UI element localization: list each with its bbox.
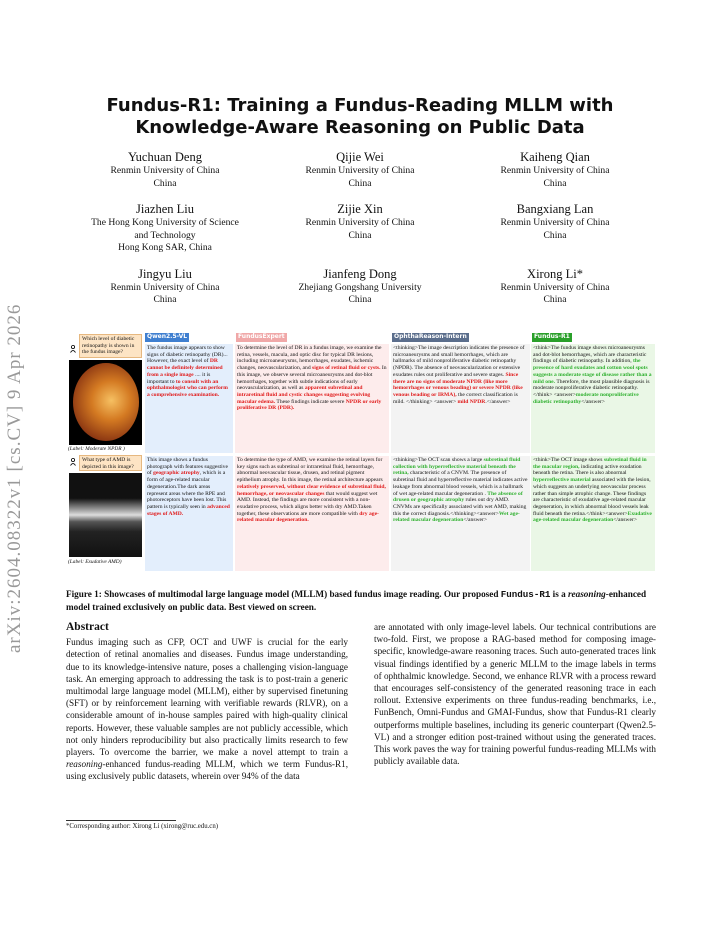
author bbox=[70, 202, 260, 255]
author-name: Bangxiang Lan bbox=[516, 202, 594, 216]
author-name: Qijie Wei bbox=[336, 150, 384, 164]
text: This image shows a fundus photograph with features suggestive of bbox=[147, 457, 228, 477]
text: <think>The fundus image shows microaneurysms and dot-blot hemorrhages, which are characteristic findings of diabetic retinopathy. In addition, bbox=[533, 345, 647, 365]
author-country: China bbox=[348, 294, 372, 305]
author-country: China bbox=[153, 177, 177, 189]
author bbox=[460, 267, 650, 307]
text: </answer> bbox=[463, 517, 488, 524]
text: <thinking>The OCT scan shows a large bbox=[393, 457, 484, 463]
label-1: (Label: Moderate NPDR ) bbox=[68, 446, 125, 452]
text-highlight: geographic atrophy bbox=[153, 470, 200, 477]
author bbox=[265, 150, 455, 190]
model-tag-fundus-r1: Fundus-R1 bbox=[534, 333, 570, 340]
author bbox=[70, 267, 260, 307]
text: <thinking>The image description indicates the presence of microaneurysms and small hemorrhages, which are hallmarks of mild nonproliferative diabetic retinopathy (NPDR). The absence of neovascularization or extensive exudates rules out proliferative and severe stages. bbox=[393, 345, 525, 378]
author-affiliation: Renmin University of China bbox=[305, 217, 415, 228]
text: The fundus image appears to show signs of diabetic retinopathy (DR)... However, the exact level of bbox=[147, 345, 228, 365]
author-name: Jiazhen Liu bbox=[136, 202, 194, 216]
author-name: Xirong Li* bbox=[527, 266, 583, 281]
author-country: China bbox=[153, 294, 177, 305]
author-affiliation: Renmin University of China bbox=[110, 165, 220, 176]
text-highlight: NPDR or early proliferative DR (PDR). bbox=[237, 398, 382, 412]
caption-text: Figure 1: Showcases of multimodal large language model (MLLM) based fundus image reading. Our proposed bbox=[66, 589, 501, 599]
author-affiliation: Renmin University of China bbox=[305, 165, 415, 176]
response-qwen-2 bbox=[145, 456, 233, 571]
question-2: What type of AMD is depicted in this image? bbox=[79, 455, 142, 471]
abstract-text: -enhanced fundus-reading MLLM, which we term Fundus-R1, using exclusively public datasets, wherein over 94% of the data bbox=[66, 759, 348, 782]
text-highlight: Since there are no signs of moderate NPDR (like more hemorrhages or venous beading) or severe NPDR (like venous beading or IRMA), bbox=[393, 371, 523, 398]
author-name: Kaiheng Qian bbox=[520, 150, 590, 164]
caption-text: -enhanced model trained exclusively on public data. Best viewed on screen. bbox=[66, 589, 647, 612]
oct-image bbox=[69, 473, 142, 557]
text-highlight: subretinal fluid collection with hyperreflective material beneath the retina, bbox=[393, 457, 521, 477]
paper-title bbox=[90, 95, 630, 139]
author-row bbox=[70, 267, 650, 307]
title-line-1: Fundus-R1: Training a Fundus-Reading MLLM with bbox=[106, 95, 614, 116]
author-affiliation: Zhejiang Gongshang University bbox=[298, 281, 422, 293]
abstract-left-column bbox=[66, 621, 348, 783]
footnote-divider bbox=[66, 820, 176, 821]
text: , which is a form of age-related macular degeneration.The dark areas represent areas where the RPE and photoreceptors have been lost. This pattern is typically seen in bbox=[147, 470, 227, 510]
text: </answer> bbox=[581, 398, 605, 405]
abstract-text: Fundus imaging such as CFP, OCT and UWF is crucial for the early detection of retinal anomalies and diseases. Fundus image understanding, due to its knowledge-intensive nature, poses a challenging vision-language task. An emerging approach to addressing the task is to post-train a generic multimodal large language model (MLLM), either by supervised finetuning (SFT) or by reinforcement learning with verifiable rewards (RLVR), on a considerable amount of in-house samples paired with high-quality clinical reports. However, these valuable samples are not publicly accessible, which not only hinders reproducibility but also practically limits research to few players. To overcome the barrier, we make a novel attempt to train a bbox=[66, 637, 348, 758]
author-name: Zijie Xin bbox=[337, 202, 383, 216]
text-highlight: DR cannot be definitely determined from a single image bbox=[147, 358, 223, 378]
author bbox=[265, 202, 455, 255]
text-highlight: signs of retinal fluid or cysts. bbox=[312, 365, 381, 372]
text: indicating active exudation beneath the retina. There is also abnormal bbox=[533, 463, 642, 477]
abstract-right-column: are annotated with only image-level labels. Our technical contributions are two-fold. First, we propose a RAG-based method for composing image-specific, knowledge-aware reasoning traces. Such auto-generated traces link visual findings identified by a generic MLLM to the image labels in terms of ophthalmic knowledge. Second, we enhance RLVR with a process reward that encourages self-consistency of the generated reasoning trace in each rollout. Extensive experiments on three fundus-reading benchmarks, i.e., FunBench, Omni-Fundus and GMAI-Fundus, show that Fundus-R1 clearly outperforms multiple baselines, including its generic counterpart (Qwen2.5-VL) and a stronger edition post-trained without using the generated traces. This work paves the way for training powerful fundus-reading MLLMs with publicly available data. bbox=[374, 622, 656, 767]
response-fundus-r1-1 bbox=[531, 344, 655, 453]
author bbox=[265, 267, 455, 307]
response-fundusexpert-1 bbox=[235, 344, 389, 453]
title-line-2: Knowledge-Aware Reasoning on Public Data bbox=[135, 117, 585, 138]
figure-caption bbox=[66, 588, 656, 613]
author-name: Yuchuan Deng bbox=[128, 150, 202, 164]
author-affiliation: Renmin University of China bbox=[500, 217, 610, 228]
text: In this image, we observe several microaneurysms and dot-blot hemorrhages, together with subtle indications of early neovascularization, as well as bbox=[237, 365, 387, 392]
text: .... it is important to bbox=[147, 371, 211, 385]
author-row bbox=[70, 202, 650, 255]
author-country: Hong Kong SAR, China bbox=[118, 242, 212, 253]
response-fundusexpert-2 bbox=[235, 456, 389, 571]
abstract-emphasis: reasoning bbox=[66, 759, 103, 770]
model-tag-ophthareason: OphthaReason-Intern bbox=[394, 333, 467, 340]
question-1: Which level of diabetic retinopathy is shown in the fundus image? bbox=[79, 334, 142, 358]
text-highlight: apparent subretinal and intraretinal fluid and cystic changes suggesting evolving macular edema. bbox=[237, 385, 371, 405]
text-highlight: Wet age-related macular degeneration bbox=[393, 510, 520, 524]
author bbox=[460, 150, 650, 190]
text-highlight: Exudative age-related macular degeneration bbox=[533, 510, 652, 524]
text: .</answer> bbox=[485, 398, 511, 405]
caption-model-name: Fundus-R1 bbox=[500, 589, 551, 600]
text: the correct classification is mild. </thinking> <answer> bbox=[393, 391, 518, 405]
response-ophthareason-2 bbox=[391, 456, 530, 571]
response-ophthareason-1 bbox=[391, 344, 530, 453]
author bbox=[460, 202, 650, 255]
text: associated with the lesion, which suggests an underlying neovascular process rather than simple atrophic change. These findings are characteristic of exudative age-related macular degeneration, in which abnormal blood vessels leak fluid beneath the retina.</think><answer> bbox=[533, 477, 651, 517]
text: rules out dry AMD. CNVMs are specifically associated with wet AMD, making this the correct diagnosis.</thinking><answer> bbox=[393, 497, 527, 517]
text-highlight: moderate nonproliferative diabetic retinopathy bbox=[533, 391, 639, 405]
text-highlight: to consult with an ophthalmologist who can perform a comprehensive examination. bbox=[147, 378, 228, 398]
author-country: China bbox=[348, 229, 372, 241]
caption-text: is a bbox=[550, 589, 568, 599]
user-icon bbox=[70, 345, 76, 353]
text: Therefore, the most plausible diagnosis is moderate nonproliferative diabetic retinopathy.</think> <answer> bbox=[533, 378, 650, 398]
figure-1 bbox=[66, 333, 655, 571]
text: To determine the type of AMD, we examine the retinal layers for key signs such as subretinal or intraretinal fluid, hemorrhage, abnormal neovascular tissue, drusen, and retinal pigment epithelium atrophy. In this image, the retinal architecture appears bbox=[237, 457, 383, 484]
author-affiliation-2: and Technology bbox=[134, 229, 196, 241]
text: characteristic of a CNVM. The presence of subretinal fluid and hyperreflective material indicates active leakage from abnormal blood vessels, which is a hallmark of wet age-related macular degeneration . bbox=[393, 470, 528, 497]
text-highlight: dry age-related macular degeneration. bbox=[237, 510, 379, 524]
text: <think>The OCT image shows bbox=[533, 457, 604, 463]
label-2: (Label: Exudative AMD) bbox=[68, 559, 122, 565]
author-affiliation: Renmin University of China bbox=[500, 165, 610, 176]
text-highlight: relatively preserved, without clear evidence of subretinal fluid, hemorrhage, or neovascular changes bbox=[237, 483, 386, 497]
response-qwen-1 bbox=[145, 344, 233, 453]
author-affiliation: The Hong Kong University of Science bbox=[91, 217, 239, 228]
author-country: China bbox=[543, 294, 567, 305]
arxiv-identifier: arXiv:2604.08322v1 [cs.CV] 9 Apr 2026 bbox=[4, 303, 25, 653]
response-fundus-r1-2 bbox=[531, 456, 655, 571]
fundus-image bbox=[73, 363, 139, 441]
user-icon bbox=[70, 458, 76, 466]
author-affiliation: Renmin University of China bbox=[500, 281, 610, 293]
author-country: China bbox=[543, 229, 567, 241]
text-highlight: The absence of drusen or geographic atrophy bbox=[393, 490, 523, 504]
author-name: Jingyu Liu bbox=[138, 266, 192, 281]
author-row bbox=[70, 150, 650, 190]
footnote: *Corresponding author: Xirong Li (xirong@ruc.edu.cn) bbox=[66, 823, 218, 830]
text: These findings indicate severe bbox=[275, 398, 346, 405]
model-tag-fundusexpert: FundusExpert bbox=[238, 333, 285, 340]
text-highlight: hyperreflective material bbox=[533, 477, 591, 484]
text: To determine the level of DR in a fundus image, we examine the retina, vessels, macula, and optic disc for typical DR lesions, including microaneurysms, hemorrhages, exudates, ischemic changes, neovascularization, and bbox=[237, 345, 382, 372]
author-name: Jianfeng Dong bbox=[323, 266, 397, 281]
section-title: Abstract bbox=[66, 621, 109, 633]
model-tag-qwen: Qwen2.5-VL bbox=[147, 333, 188, 340]
author-country: China bbox=[348, 177, 372, 189]
text: </answer> bbox=[613, 517, 637, 524]
author-block bbox=[70, 150, 650, 319]
author-country: China bbox=[543, 177, 567, 189]
text-highlight: subretinal fluid in the macular region, bbox=[533, 457, 647, 470]
author bbox=[70, 150, 260, 190]
text-highlight: the presence of hard exudates and cotton wool spots suggests a moderate stage of disease rather than a mild one. bbox=[533, 358, 652, 385]
caption-emphasis: reasoning bbox=[567, 589, 606, 599]
text: that would suggest wet AMD. Instead, the findings are more consistent with a non-exudative process, which aligns better with dry AMD.Taken together, these observations are more compatible with bbox=[237, 490, 378, 517]
text-highlight: advanced stages of AMD. bbox=[147, 503, 230, 517]
text-highlight: mild NPDR bbox=[457, 398, 486, 405]
author-affiliation: Renmin University of China bbox=[110, 281, 220, 293]
